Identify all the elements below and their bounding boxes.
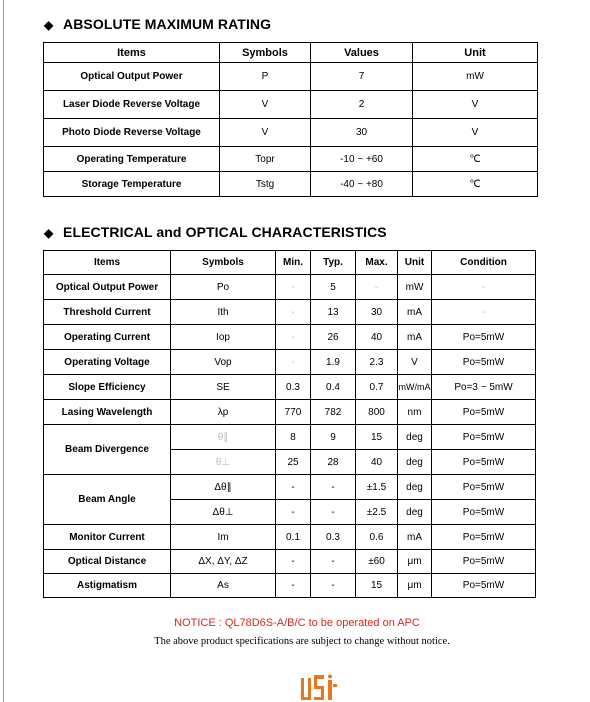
symbol-cell: λp [171,400,276,425]
symbol-cell: Δθ∥ [171,475,276,500]
symbol-cell: Ith [171,300,276,325]
unit-cell: μm [398,574,432,598]
symbol-cell: θ⊥ [171,450,276,475]
min-cell: - [276,350,311,375]
item-cell: Operating Voltage [44,350,171,375]
item-cell: Monitor Current [44,525,171,550]
typ-cell: 9 [311,425,356,450]
unit-cell: mA [398,325,432,350]
max-cell: 0.7 [356,375,398,400]
condition-cell: Po=5mW [432,525,536,550]
typ-cell: 26 [311,325,356,350]
min-cell: 770 [276,400,311,425]
unit-cell: ℃ [413,172,538,197]
condition-cell: Po=5mW [432,500,536,525]
max-cell: 30 [356,300,398,325]
max-cell: ±60 [356,550,398,574]
abs-max-heading-text: ABSOLUTE MAXIMUM RATING [63,16,272,32]
symbol-cell: θ∥ [171,425,276,450]
table-row [44,147,538,172]
value-cell: -40 ~ +80 [311,172,413,197]
value-cell: -10 ~ +60 [311,147,413,172]
unit-cell: mW [398,275,432,300]
condition-cell: Po=5mW [432,574,536,598]
max-cell: 15 [356,574,398,598]
table-row [44,425,536,450]
typ-cell: 5 [311,275,356,300]
min-cell: - [276,300,311,325]
typ-cell: 0.4 [311,375,356,400]
max-cell: ±2.5 [356,500,398,525]
item-cell: Optical Output Power [44,275,171,300]
condition-cell: Po=5mW [432,425,536,450]
min-cell: - [276,475,311,500]
min-cell: 0.3 [276,375,311,400]
table-row [44,275,536,300]
table-row [44,550,536,574]
condition-cell: Po=5mW [432,550,536,574]
item-cell: Photo Diode Reverse Voltage [44,119,220,147]
typ-cell: 0.3 [311,525,356,550]
item-cell: Operating Temperature [44,147,220,172]
typ-cell: - [311,500,356,525]
symbol-cell: Im [171,525,276,550]
condition-cell: Po=5mW [432,450,536,475]
table-row [44,119,538,147]
item-cell: Beam Divergence [44,425,171,475]
item-cell: Lasing Wavelength [44,400,171,425]
column-header: Unit [413,43,538,63]
elec-heading [44,224,387,240]
diamond-bullet-icon: ◆ [44,226,54,240]
unit-cell: V [398,350,432,375]
min-cell: - [276,325,311,350]
typ-cell: 13 [311,300,356,325]
item-cell: Slope Efficiency [44,375,171,400]
max-cell: 800 [356,400,398,425]
page-edge-rule [3,0,4,702]
max-cell: 40 [356,325,398,350]
unit-cell: V [413,91,538,119]
symbol-cell: As [171,574,276,598]
unit-cell: mW [413,63,538,91]
table-row [44,525,536,550]
table-row [44,91,538,119]
condition-cell: - [432,300,536,325]
column-header: Typ. [311,251,356,275]
elec-heading-text: ELECTRICAL and OPTICAL CHARACTERISTICS [63,224,387,240]
table-row [44,574,536,598]
condition-cell: Po=5mW [432,325,536,350]
condition-cell: Po=3 ~ 5mW [432,375,536,400]
table-header-row [44,251,536,275]
symbol-cell: Iop [171,325,276,350]
column-header: Items [44,43,220,63]
max-cell: - [356,275,398,300]
min-cell: 25 [276,450,311,475]
abs-max-table [43,42,538,197]
company-logo-icon [300,674,338,702]
condition-cell: - [432,275,536,300]
notice-text: NOTICE : QL78D6S-A/B/C to be operated on APC [174,617,420,629]
typ-cell: - [311,550,356,574]
abs-max-heading [44,16,271,32]
item-cell: Threshold Current [44,300,171,325]
typ-cell: 782 [311,400,356,425]
unit-cell: mA [398,300,432,325]
condition-cell: Po=5mW [432,350,536,375]
column-header: Unit [398,251,432,275]
unit-cell: deg [398,475,432,500]
diamond-bullet-icon: ◆ [44,18,54,32]
table-row [44,172,538,197]
elec-optical-table [43,250,536,598]
table-row [44,475,536,500]
max-cell: 40 [356,450,398,475]
table-row [44,350,536,375]
unit-cell: μm [398,550,432,574]
symbol-cell: Tstg [220,172,311,197]
typ-cell: - [311,475,356,500]
symbol-cell: Topr [220,147,311,172]
table-row [44,400,536,425]
table-row [44,325,536,350]
symbol-cell: V [220,91,311,119]
column-header: Items [44,251,171,275]
symbol-cell: Po [171,275,276,300]
symbol-cell: SE [171,375,276,400]
table-row [44,63,538,91]
condition-cell: Po=5mW [432,400,536,425]
unit-cell: deg [398,500,432,525]
item-cell: Laser Diode Reverse Voltage [44,91,220,119]
symbol-cell: Vop [171,350,276,375]
value-cell: 2 [311,91,413,119]
unit-cell: deg [398,425,432,450]
min-cell: - [276,275,311,300]
symbol-cell: ΔX, ΔY, ΔZ [171,550,276,574]
item-cell: Operating Current [44,325,171,350]
item-cell: Astigmatism [44,574,171,598]
max-cell: 2.3 [356,350,398,375]
min-cell: - [276,574,311,598]
table-row [44,375,536,400]
column-header: Min. [276,251,311,275]
symbol-cell: V [220,119,311,147]
condition-cell: Po=5mW [432,475,536,500]
column-header: Max. [356,251,398,275]
typ-cell: 28 [311,450,356,475]
column-header: Symbols [171,251,276,275]
unit-cell: mA [398,525,432,550]
value-cell: 7 [311,63,413,91]
unit-cell: deg [398,450,432,475]
min-cell: 8 [276,425,311,450]
column-header: Values [311,43,413,63]
value-cell: 30 [311,119,413,147]
item-cell: Beam Angle [44,475,171,525]
min-cell: - [276,500,311,525]
typ-cell: 1.9 [311,350,356,375]
item-cell: Storage Temperature [44,172,220,197]
table-header-row [44,43,538,63]
item-cell: Optical Distance [44,550,171,574]
unit-cell: ℃ [413,147,538,172]
symbol-cell: P [220,63,311,91]
min-cell: 0.1 [276,525,311,550]
disclaimer-text: The above product specifications are subject to change without notice. [154,636,450,647]
unit-cell: mW/mA [398,375,432,400]
max-cell: ±1.5 [356,475,398,500]
column-header: Symbols [220,43,311,63]
min-cell: - [276,550,311,574]
unit-cell: nm [398,400,432,425]
symbol-cell: Δθ⊥ [171,500,276,525]
max-cell: 15 [356,425,398,450]
column-header: Condition [432,251,536,275]
table-row [44,300,536,325]
unit-cell: V [413,119,538,147]
max-cell: 0.6 [356,525,398,550]
typ-cell: - [311,574,356,598]
item-cell: Optical Output Power [44,63,220,91]
